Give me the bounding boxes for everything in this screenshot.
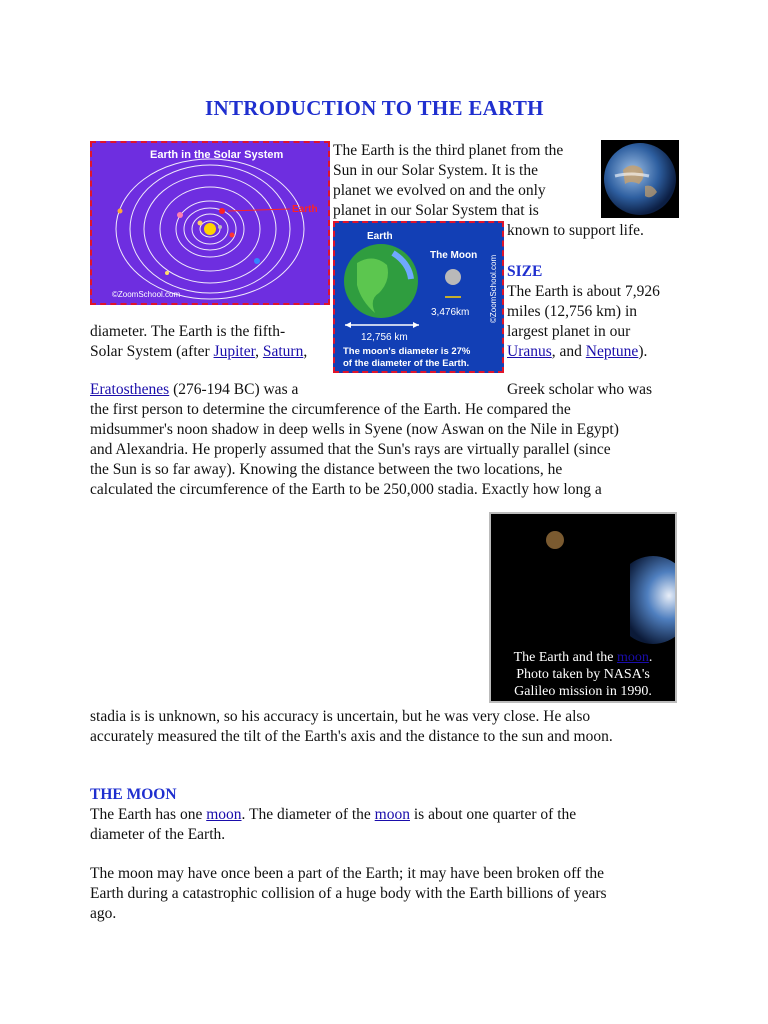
eratosthenes-line-3: midsummer's noon shadow in deep wells in Syene (now Aswan on the Nile in Egypt) bbox=[90, 421, 619, 438]
moon-link-1[interactable]: moon bbox=[206, 806, 242, 823]
uranus-link[interactable]: Uranus bbox=[507, 343, 552, 360]
moon-link-2[interactable]: moon bbox=[374, 806, 410, 823]
intro-line-2: Sun in our Solar System. It is the bbox=[333, 162, 538, 179]
eratosthenes-cont-2: accurately measured the tilt of the Earth's axis and the distance to the sun and moon. bbox=[90, 728, 613, 745]
size-heading: SIZE bbox=[507, 263, 543, 280]
eratosthenes-line-1-right: Greek scholar who was bbox=[507, 381, 653, 398]
solar-system-diagram bbox=[92, 143, 328, 303]
sun-icon bbox=[204, 223, 216, 235]
galileo-caption-period: . bbox=[648, 650, 653, 665]
eratosthenes-link[interactable]: Eratosthenes bbox=[90, 381, 170, 398]
moon-para-1 bbox=[90, 805, 576, 825]
eratosthenes-line-1 bbox=[90, 380, 298, 400]
intro-line-1: The Earth is the third planet from the bbox=[333, 142, 564, 159]
size-line-2: miles (12,756 km) in bbox=[507, 303, 638, 320]
eratosthenes-cont-1: stadia is is unknown, so his accuracy is uncertain, but he was very close. He also bbox=[90, 708, 591, 725]
moonfig-moon-label: The Moon bbox=[430, 250, 478, 261]
galileo-caption-text: The Earth and the bbox=[513, 650, 617, 665]
saturn-link[interactable]: Saturn bbox=[262, 343, 304, 360]
earth-dot-icon bbox=[219, 208, 225, 214]
moonfig-credit: ©ZoomSchool.com bbox=[489, 254, 498, 323]
size-line-4-right bbox=[507, 342, 647, 362]
intro-line-4: planet in our Solar System that is bbox=[333, 202, 539, 219]
earth-globe-photo bbox=[601, 140, 679, 218]
jupiter-link[interactable]: Jupiter bbox=[213, 343, 256, 360]
moon-para-1-line-2: diameter of the Earth. bbox=[90, 826, 226, 843]
eratosthenes-line-2: the first person to determine the circumference of the Earth. He compared the bbox=[90, 401, 571, 418]
moonfig-caption-1: The moon's diameter is 27% bbox=[343, 346, 471, 357]
size-comma: , bbox=[255, 343, 263, 360]
galileo-moon-link[interactable]: moon bbox=[617, 650, 649, 665]
moon-para-2-line-3: ago. bbox=[90, 905, 117, 922]
moon-heading: THE MOON bbox=[90, 786, 177, 803]
solar-system-figure bbox=[90, 141, 330, 305]
eratosthenes-line-6: calculated the circumference of the Earth to be 250,000 stadia. Exactly how long a bbox=[90, 481, 602, 498]
galileo-photo bbox=[489, 512, 677, 703]
galileo-caption-1 bbox=[491, 649, 675, 666]
neptune-link[interactable]: Neptune bbox=[585, 343, 639, 360]
moon-text: The Earth has one bbox=[90, 806, 207, 823]
eratosthenes-dates: (276-194 BC) was a bbox=[169, 381, 299, 398]
moon-para-2-line-1: The moon may have once been a part of the Earth; it may have been broken off the bbox=[90, 865, 605, 882]
galileo-caption-2: Photo taken by NASA's bbox=[516, 667, 650, 682]
moonfig-earth-label: Earth bbox=[367, 231, 393, 242]
eratosthenes-line-4: and Alexandria. He properly assumed that the Sun's rays are virtually parallel (since bbox=[90, 441, 611, 458]
size-line-4-text: Solar System (after bbox=[90, 343, 214, 360]
moon-para-2-line-2: Earth during a catastrophic collision of a huge body with the Earth billions of years bbox=[90, 885, 607, 902]
moonfig-caption-2: of the diameter of the Earth. bbox=[343, 358, 470, 369]
size-comma: , bbox=[303, 343, 308, 360]
moon-text: is about one quarter of the bbox=[409, 806, 577, 823]
size-line-3-left: diameter. The Earth is the fifth- bbox=[90, 323, 286, 340]
moon-icon bbox=[546, 531, 564, 549]
solar-figure-title: Earth in the Solar System bbox=[150, 149, 284, 161]
size-close: ). bbox=[638, 343, 648, 360]
intro-line-3: planet we evolved on and the only bbox=[333, 182, 546, 199]
size-line-4-left bbox=[90, 342, 307, 362]
size-line-3-right: largest planet in our bbox=[507, 323, 631, 340]
solar-earth-label: Earth bbox=[292, 204, 318, 215]
moon-icon bbox=[445, 269, 461, 285]
solar-credit: ©ZoomSchool.com bbox=[112, 290, 181, 299]
moon-text: . The diameter of the bbox=[241, 806, 375, 823]
moon-diameter-label: 3,476km bbox=[431, 307, 470, 318]
page-title: INTRODUCTION TO THE EARTH bbox=[205, 96, 544, 120]
size-and: , and bbox=[551, 343, 586, 360]
earth-diameter-label: 12,756 km bbox=[361, 332, 408, 343]
earth-moon-size-figure bbox=[333, 221, 504, 373]
intro-line-5: known to support life. bbox=[507, 222, 644, 239]
size-line-1: The Earth is about 7,926 bbox=[507, 283, 660, 300]
eratosthenes-line-5: the Sun is so far away). Knowing the distance between the two locations, he bbox=[90, 461, 563, 478]
galileo-caption-3: Galileo mission in 1990. bbox=[514, 684, 652, 699]
